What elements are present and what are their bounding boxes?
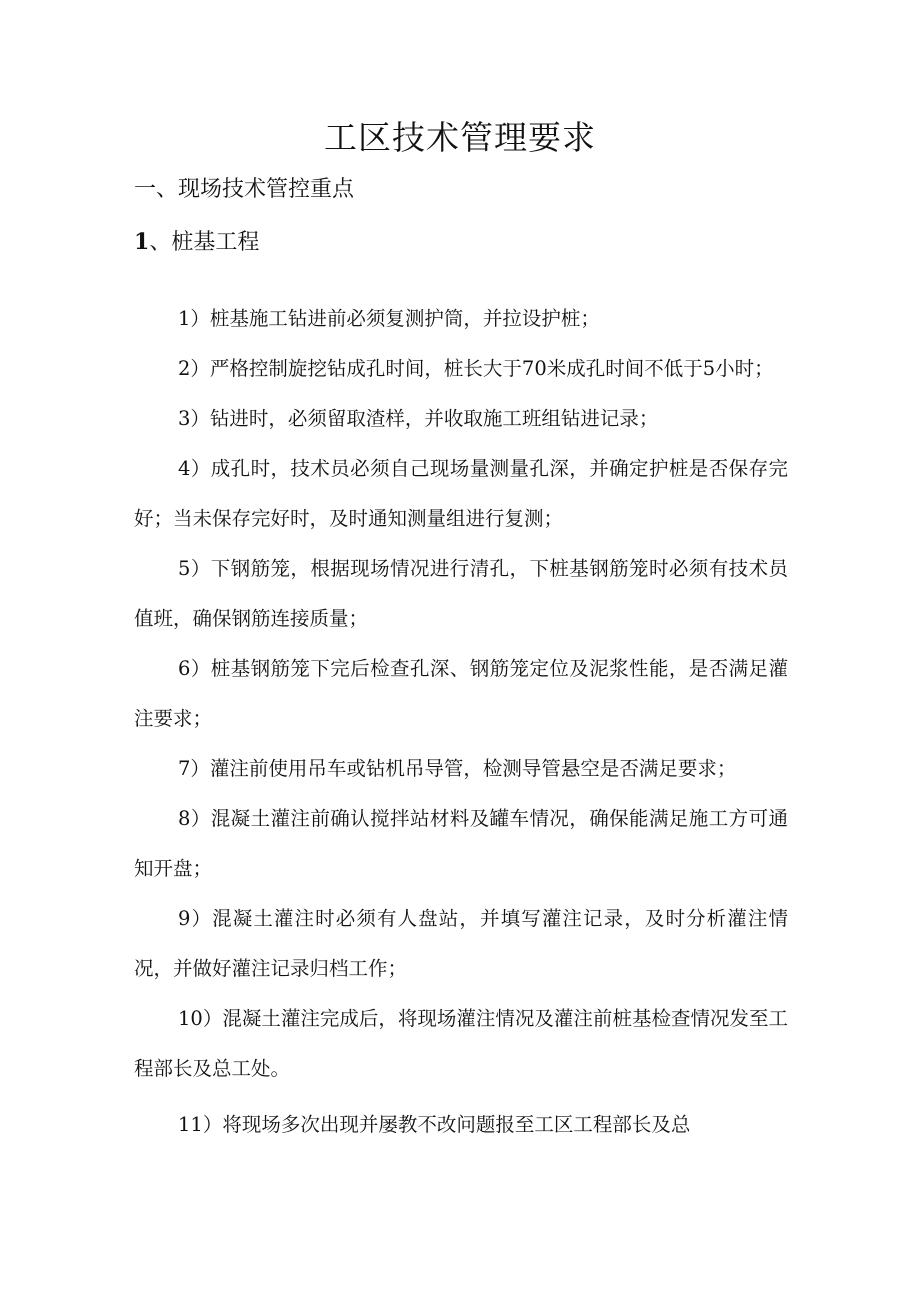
requirement-list [134,294,788,1150]
requirement-item: 5）下钢筋笼，根据现场情况进行清孔，下桩基钢筋笼时必须有技术员值班，确保钢筋连接质量； [134,557,788,630]
subsection-number: 1 [134,229,150,255]
requirement-item: 1）桩基施工钻进前必须复测护筒，并拉设护桩； [178,307,600,330]
subsection-heading [134,226,259,259]
requirement-item: 6）桩基钢筋笼下完后检查孔深、钢筋笼定位及泥浆性能，是否满足灌注要求； [134,657,788,730]
requirement-item: 9）混凝土灌注时必须有人盘站，并填写灌注记录，及时分析灌注情况，并做好灌注记录归档工作； [134,907,788,980]
requirement-item: 11）将现场多次出现并屡教不改问题报至工区工程部长及总 [178,1113,691,1136]
requirement-item: 3）钻进时，必须留取渣样，并收取施工班组钻进记录； [178,407,659,430]
subsection-label: 、桩基工程 [149,230,260,255]
requirement-item: 2）严格控制旋挖钻成孔时间，桩长大于70米成孔时间不低于5小时； [178,357,774,380]
document-title: 工区技术管理要求 [324,118,596,157]
requirement-item: 4）成孔时，技术员必须自己现场量测量孔深，并确定护桩是否保存完好；当未保存完好时，及时通知测量组进行复测； [134,457,788,530]
requirement-item: 7）灌注前使用吊车或钻机吊导管，检测导管悬空是否满足要求； [178,757,737,780]
requirement-item: 8）混凝土灌注前确认搅拌站材料及罐车情况，确保能满足施工方可通知开盘； [134,807,788,880]
requirement-item: 10）混凝土灌注完成后，将现场灌注情况及灌注前桩基检查情况发至工程部长及总工处。 [134,1007,788,1080]
section-heading: 一、现场技术管控重点 [134,177,355,202]
